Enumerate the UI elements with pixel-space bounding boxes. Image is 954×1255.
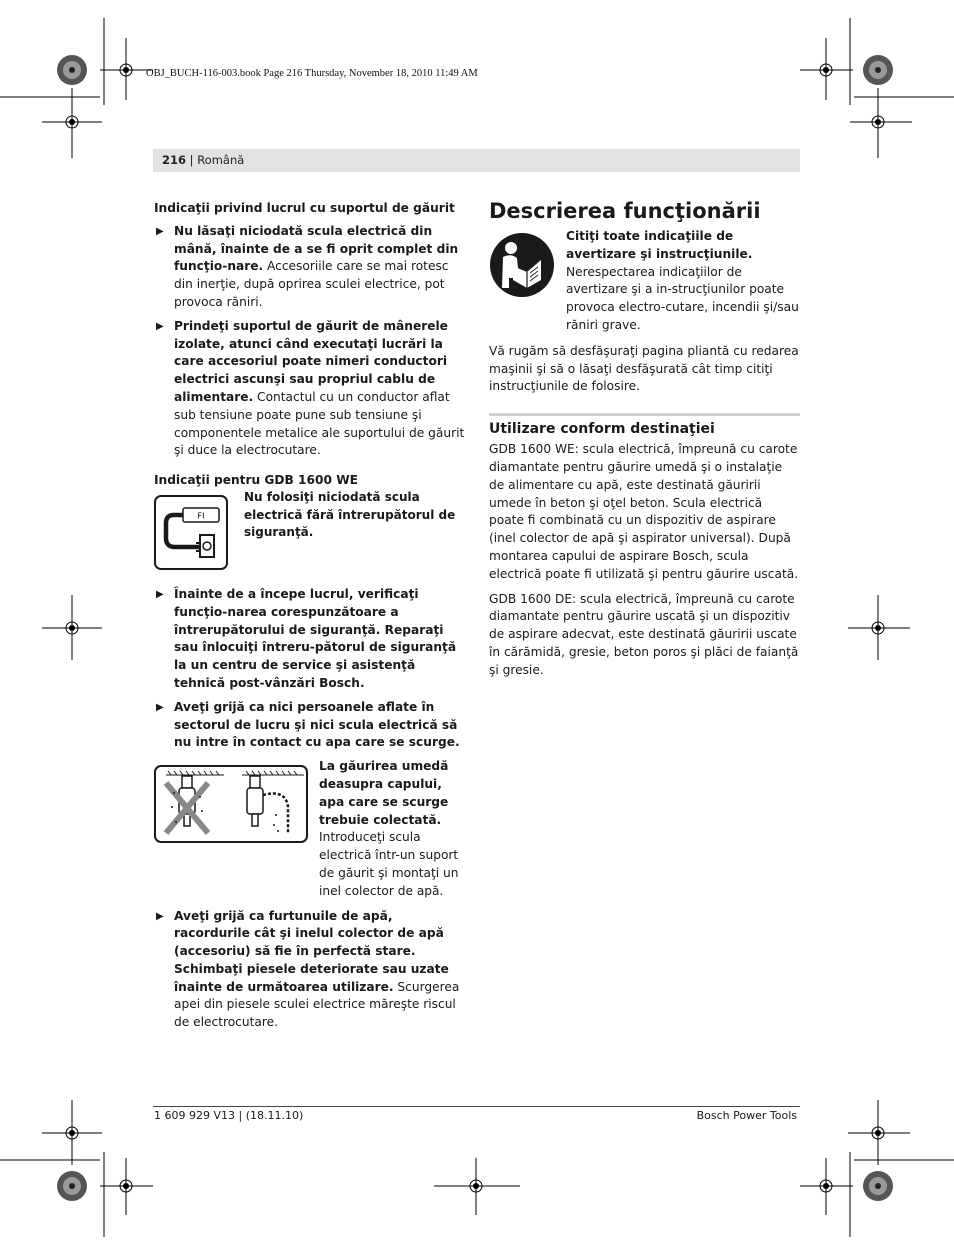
fi-warning-text: Nu folosiţi niciodată scula electrică fără întrerupătorul de siguranţă. <box>244 489 456 540</box>
section-title-function: Descrierea funcţionării <box>489 199 761 223</box>
read-manual-icon <box>489 232 555 298</box>
intended-use-gdb-1600-we: GDB 1600 WE: scula electrică, împreună cu carote diamantate pentru găurire umedă şi o instalaţie de alimentare cu apă, este destinată găuririi umede în beton şi oţel beton. Scula electrică poate fi combinată cu un dispozitiv de aspirare (inel colector de apă şi aspirator universal). După montarea capului de aspirare Bosch, scula electrică poate fi utilizată şi pentru găurire uscată. <box>489 442 799 581</box>
section-title-intended-use: Utilizare conform destinaţiei <box>489 421 715 438</box>
section-title-drill-stand: Indicaţii privind lucrul cu suportul de găurit <box>154 201 455 215</box>
fi-warning-block <box>154 489 466 570</box>
bullet-text: Scurgerea apei din piesele sculei electrice măreşte riscul de electrocutare. <box>174 979 460 1030</box>
left-column <box>154 200 466 1032</box>
read-manual-text <box>566 228 800 335</box>
bullet-text: Accesoriile care se mai rotesc din inerţie, după oprirea sculei electrice, pot provoca răniri. <box>174 259 449 309</box>
section-divider <box>489 413 800 416</box>
safety-bullet <box>154 699 466 752</box>
bullet-arrow-icon: ▶ <box>156 225 164 237</box>
bullet-arrow-icon: ▶ <box>156 588 164 600</box>
footer-doc-number: 1 609 929 V13 | (18.11.10) <box>154 1109 304 1122</box>
safety-bullet <box>154 586 466 693</box>
read-manual-block <box>489 229 800 335</box>
safety-bullet <box>154 223 466 312</box>
bullet-bold-text: Înainte de a începe lucrul, verificaţi funcţio-narea corespunzătoare a întrerupătorului de siguranţă. Reparaţi sau înlocuiţi întreru-pătorul de siguranţă la un centru de service şi asistenţă tehnică post-vânzări Bosch. <box>174 586 457 690</box>
footer-divider <box>153 1106 800 1107</box>
bullet-bold-text: Nu lăsaţi niciodată scula electrică din mână, înainte de a se fi oprit complet din funcţio-nare. <box>174 223 459 274</box>
bullet-arrow-icon: ▶ <box>156 701 164 713</box>
wet-drilling-icon <box>154 765 308 843</box>
bullet-text: Contactul cu un conductor aflat sub tensiune poate pune sub tensiune şi componentele metalice ale suportului de găurit şi duce la electrocutare. <box>174 389 465 458</box>
print-job-info: OBJ_BUCH-116-003.book Page 216 Thursday, November 18, 2010 11:49 AM <box>146 68 478 79</box>
fold-out-note: Vă rugăm să desfăşuraţi pagina pliantă cu redarea maşinii şi să o lăsaţi desfăşurată cât timp citiţi instrucţiunile de folosire. <box>489 343 799 394</box>
page-header <box>153 149 800 172</box>
wet-drilling-bold-text: La găurirea umedă deasupra capului, apa care se scurge trebuie colectată. <box>319 759 449 827</box>
bullet-arrow-icon: ▶ <box>156 320 164 332</box>
bullet-arrow-icon: ▶ <box>156 910 164 922</box>
wet-drilling-text <box>319 758 465 900</box>
intended-use-gdb-1600-de: GDB 1600 DE: scula electrică, împreună cu carote diamantate pentru găurire uscată şi un dispozitiv de aspirare adecvat, este destinată găuririi uscate în cărămidă, gresie, beton poros şi plăci de faianţă şi gresie. <box>489 591 799 677</box>
header-language: Română <box>197 153 245 167</box>
page-number: 216 <box>162 153 187 167</box>
wet-drilling-plain-text: Introduceţi scula electrică într-un suport de găurit şi montaţi un inel colector de apă. <box>319 830 459 898</box>
footer-brand: Bosch Power Tools <box>696 1109 797 1122</box>
read-manual-plain-text: Nerespectarea indicaţiilor de avertizare şi a in-strucţiunilor poate provoca electro-cutare, incendii şi/sau răniri grave. <box>566 264 799 332</box>
section-title-gdb-1600-we: Indicaţii pentru GDB 1600 WE <box>154 473 358 488</box>
wet-drilling-block <box>154 759 466 900</box>
header-separator: | <box>186 153 198 167</box>
bullet-bold-text: Aveţi grijă ca nici persoanele aflate în sectorul de lucru şi nici scula electrică să nu intre în contact cu apa care se scurge. <box>174 699 460 750</box>
right-column <box>489 198 800 680</box>
fi-label: FI <box>197 511 205 521</box>
safety-bullet <box>154 318 466 460</box>
fi-switch-icon <box>154 495 228 570</box>
safety-bullet <box>154 908 466 1033</box>
bullet-bold-text: Aveţi grijă ca furtunuile de apă, racordurile cât şi inelul colector de apă (accesoriu) să fie în perfectă stare. Schimbaţi piesele deteriorate sau uzate înainte de următoarea utilizare. <box>174 908 449 994</box>
bullet-bold-text: Prindeţi suportul de găurit de mânerele izolate, atunci când executaţi lucrări la care accesoriul poate nimeri conductori electrici ascunşi sau propriul cablu de alimentare. <box>174 318 448 404</box>
read-manual-bold-text: Citiţi toate indicaţiile de avertizare şi instrucţiunile. <box>566 229 753 261</box>
